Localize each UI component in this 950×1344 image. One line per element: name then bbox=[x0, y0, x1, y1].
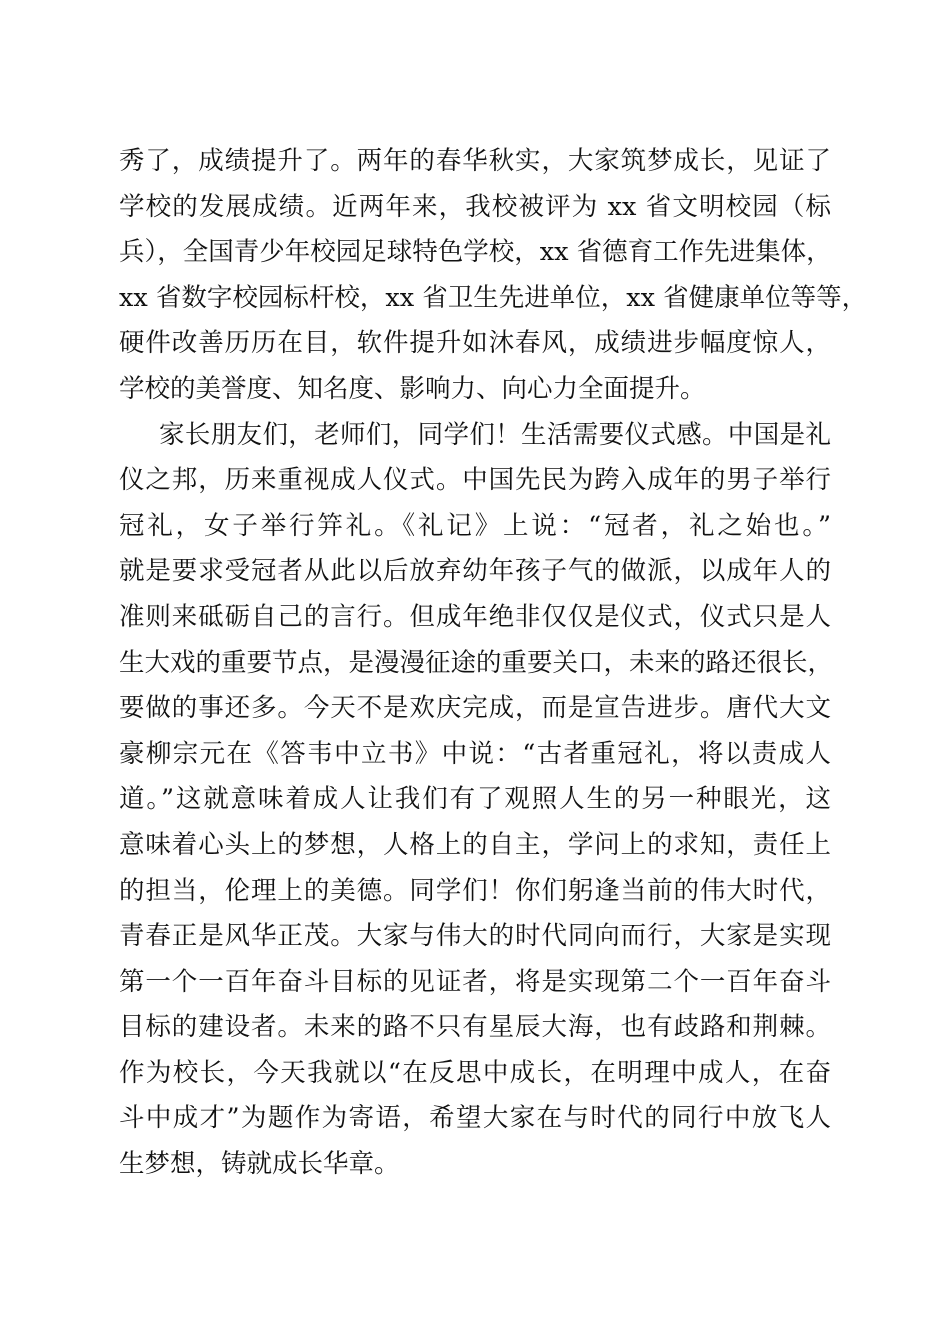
text-line: 秀了，成绩提升了。两年的春华秋实，大家筑梦成长，见证了 bbox=[119, 146, 831, 176]
text-line: 生大戏的重要节点，是漫漫征途的重要关口，未来的路还很长， bbox=[119, 647, 834, 678]
text-line: 就是要求受冠者从此以后放弃幼年孩子气的做派，以成年人的 bbox=[119, 556, 831, 587]
text-line: 家长朋友们，老师们，同学们！生活需要仪式感。中国是礼 bbox=[159, 419, 831, 450]
text-line: 硬件改善历历在目，软件提升如沐春风，成绩进步幅度惊人， bbox=[119, 328, 831, 359]
text-line: 意味着心头上的梦想，人格上的自主，学问上的求知，责任上 bbox=[119, 829, 831, 860]
text-line: 准则来砥砺自己的言行。但成年绝非仅仅是仪式，仪式只是人 bbox=[119, 601, 831, 632]
text-line: 豪柳宗元在《答韦中立书》中说：“古者重冠礼，将以责成人 bbox=[119, 738, 831, 769]
text-line: 目标的建设者。未来的路不只有星辰大海，也有歧路和荆棘。 bbox=[119, 1012, 831, 1043]
paragraph-achievements bbox=[119, 139, 868, 413]
paragraph-coming-of-age bbox=[119, 413, 834, 1188]
text-line: 的担当，伦理上的美德。同学们！你们躬逢当前的伟大时代， bbox=[119, 875, 831, 906]
text-line: 作为校长，今天我就以“在反思中成长，在明理中成人，在奋 bbox=[119, 1057, 831, 1088]
text-line: 仪之邦，历来重视成人仪式。中国先民为跨入成年的男子举行 bbox=[119, 465, 831, 496]
text-line: 生梦想，铸就成长华章。 bbox=[119, 1149, 400, 1180]
text-line: xx 省数字校园标杆校，xx 省卫生先进单位，xx 省健康单位等等， bbox=[119, 282, 868, 313]
text-line: 学校的美誉度、知名度、影响力、向心力全面提升。 bbox=[119, 373, 706, 404]
text-line: 青春正是风华正茂。大家与伟大的时代同向而行，大家是实现 bbox=[119, 921, 831, 952]
text-line: 斗中成才”为题作为寄语，希望大家在与时代的同行中放飞人 bbox=[119, 1103, 831, 1134]
text-line: 道。”这就意味着成人让我们有了观照人生的另一种眼光，这 bbox=[119, 784, 831, 815]
text-line: 冠礼，女子举行笄礼。《礼记》上说：“冠者，礼之始也。” bbox=[119, 510, 831, 541]
text-line: 第一个一百年奋斗目标的见证者，将是实现第二个一百年奋斗 bbox=[119, 966, 831, 997]
text-line: 要做的事还多。今天不是欢庆完成，而是宣告进步。唐代大文 bbox=[119, 693, 831, 724]
text-line: 兵），全国青少年校园足球特色学校，xx 省德育工作先进集体， bbox=[119, 237, 832, 268]
text-line: 学校的发展成绩。近两年来，我校被评为 xx 省文明校园（标 bbox=[119, 191, 831, 222]
body-text bbox=[119, 139, 868, 1188]
